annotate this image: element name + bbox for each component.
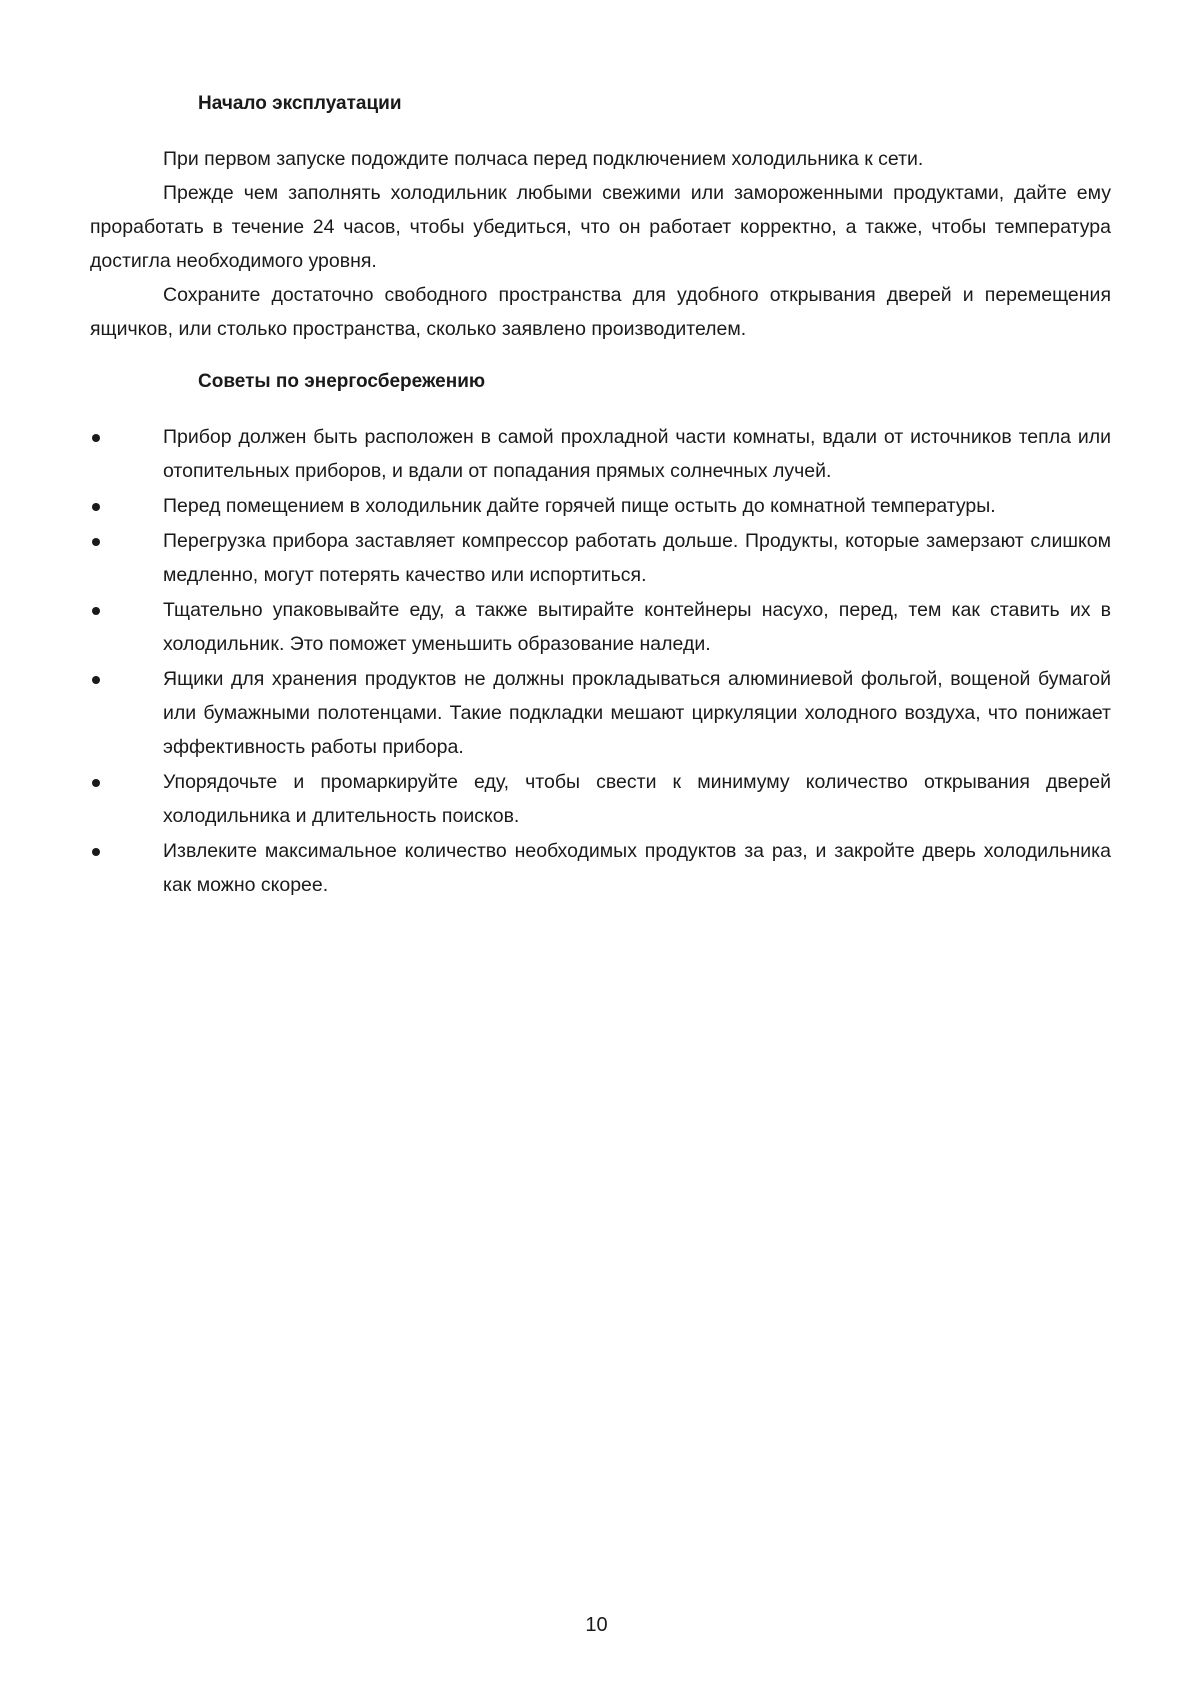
bullet-icon <box>92 848 100 856</box>
paragraph: Прежде чем заполнять холодильник любыми свежими или замороженными продуктами, дайте ему проработать в течение 24 часов, чтобы убедиться, что он работает корректно, а также, чтобы температура достигла необходимого уровня. <box>90 182 1111 272</box>
paragraph: Сохраните достаточно свободного пространства для удобного открывания дверей и перемещения ящичков, или столько пространства, сколько заявлено производителем. <box>90 284 1111 340</box>
bullet-icon <box>92 779 100 787</box>
energy-tips-list <box>90 420 1111 903</box>
list-item-text: Перед помещением в холодильник дайте горячей пище остыть до комнатной температуры. <box>163 495 996 517</box>
list-item <box>90 524 1111 592</box>
bullet-icon <box>92 607 100 615</box>
list-item <box>90 765 1111 833</box>
bullet-icon <box>92 538 100 546</box>
section-title-energy-saving: Советы по энергосбережению <box>198 371 486 392</box>
list-item <box>90 834 1111 902</box>
list-item-text: Прибор должен быть расположен в самой прохладной части комнаты, вдали от источников тепла или отопительных приборов, и вдали от попадания прямых солнечных лучей. <box>163 426 1111 482</box>
getting-started-text <box>90 142 1111 346</box>
list-item <box>90 662 1111 764</box>
list-item <box>90 593 1111 661</box>
list-item-text: Ящики для хранения продуктов не должны прокладываться алюминиевой фольгой, вощеной бумагой или бумажными полотенцами. Такие подкладки мешают циркуляции холодного воздуха, что понижает эффективность работы прибора. <box>163 668 1111 758</box>
bullet-icon <box>92 676 100 684</box>
bullet-icon <box>92 503 100 511</box>
page-number: 10 <box>585 1614 608 1636</box>
list-item-text: Упорядочьте и промаркируйте еду, чтобы свести к минимуму количество открывания дверей холодильника и длительность поисков. <box>163 771 1111 827</box>
section-title-getting-started: Начало эксплуатации <box>198 93 402 114</box>
bullet-icon <box>92 434 100 442</box>
list-item <box>90 420 1111 488</box>
list-item-text: Перегрузка прибора заставляет компрессор работать дольше. Продукты, которые замерзают слишком медленно, могут потерять качество или испортиться. <box>163 530 1111 586</box>
list-item-text: Извлеките максимальное количество необходимых продуктов за раз, и закройте дверь холодильника как можно скорее. <box>163 840 1111 896</box>
paragraph: При первом запуске подождите полчаса перед подключением холодильника к сети. <box>163 148 924 170</box>
list-item <box>90 489 1111 523</box>
list-item-text: Тщательно упаковывайте еду, а также вытирайте контейнеры насухо, перед, тем как ставить их в холодильник. Это поможет уменьшить образование наледи. <box>163 599 1111 655</box>
